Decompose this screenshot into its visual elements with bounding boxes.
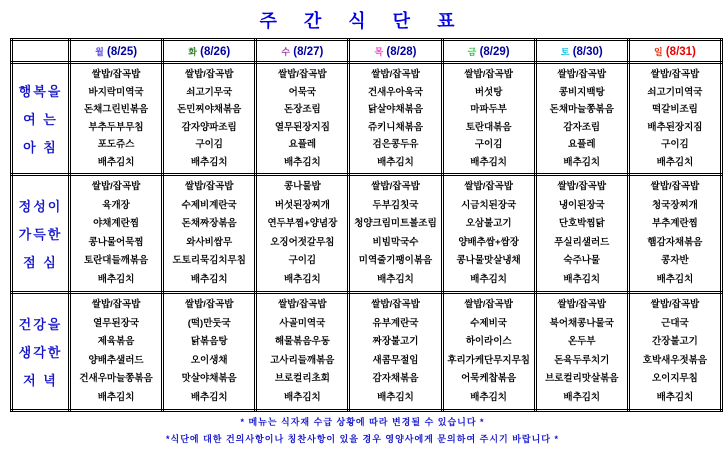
menu-item: 떡갈비조림 [651, 104, 698, 115]
menu-item: 배추김치 [470, 273, 507, 285]
row-label-line: 점 심 [23, 255, 58, 270]
menu-item: 쌀밥/잡곡밥 [557, 299, 607, 310]
menu-item: 쌀밥/잡곡밥 [371, 69, 420, 80]
menu-item: 쇠고기미역국 [647, 86, 703, 98]
day-header-6 [628, 40, 721, 63]
menu-item: 토란대볶음 [465, 121, 512, 133]
day-header-2 [256, 40, 349, 63]
menu-item: 요플레 [288, 139, 317, 150]
menu-item: 쥬키니채볶음 [367, 121, 424, 133]
menu-cell-lunch-day0 [70, 175, 163, 293]
menu-item: 배추김치 [283, 156, 321, 168]
menu-item: 콩나물밥 [283, 181, 321, 192]
menu-item: 배추김치 [97, 273, 135, 285]
page-title: 주 간 식 단 표 [259, 11, 466, 31]
menu-item: 쌀밥/잡곡밥 [184, 181, 234, 192]
menu-item: 근대국 [661, 317, 689, 329]
menu-item: 배추김치 [470, 391, 507, 403]
menu-item: 오징어젓갈무침 [270, 236, 335, 248]
menu-item: 해물볶음우동 [274, 336, 330, 347]
menu-item: 냉이된장국 [558, 199, 605, 211]
menu-item: 배추김치 [190, 156, 228, 168]
menu-item: 간장불고기 [651, 336, 698, 347]
menu-cell-breakfast-day3 [349, 63, 442, 175]
menu-item: 콩나물맛살냉채 [456, 255, 521, 266]
menu-item: 구이김 [661, 139, 689, 150]
menu-item: 구이김 [474, 139, 503, 150]
day-date: (8/27) [293, 45, 324, 58]
menu-item: 토란대들깨볶음 [83, 255, 149, 266]
row-label-line: 여 는 [23, 112, 58, 127]
day-date: (8/28) [386, 45, 417, 58]
day-date: (8/30) [572, 45, 603, 58]
weekly-menu-table [10, 38, 723, 412]
footer-note-menu-change: * 메뉴는 식자재 수급 상황에 따라 변경될 수 있습니다 * [240, 417, 485, 427]
menu-item: 배추김치 [470, 156, 507, 168]
menu-item: 와사비쌈무 [186, 236, 233, 248]
menu-item: 고사리들깨볶음 [270, 354, 335, 366]
menu-item: 숙주나물 [563, 255, 601, 266]
day-name-glyph: 수 [281, 46, 291, 57]
menu-item: 배추김치 [563, 273, 601, 285]
menu-item: 닭살야채볶음 [367, 104, 424, 115]
menu-item: 브로컬리초회 [274, 373, 330, 384]
menu-item: 부추계란찜 [651, 218, 698, 229]
menu-cell-lunch-day3 [349, 175, 442, 293]
menu-cell-lunch-day5 [535, 175, 628, 293]
day-date: (8/31) [665, 45, 696, 58]
day-date: (8/29) [479, 45, 510, 58]
menu-item: 마파두부 [470, 104, 507, 115]
menu-item: 쌀밥/잡곡밥 [464, 181, 513, 192]
menu-item: 육개장 [102, 199, 130, 211]
menu-item: 감자채볶음 [372, 373, 419, 384]
menu-item: 쌀밥/잡곡밥 [184, 299, 234, 310]
menu-cell-lunch-day4 [442, 175, 535, 293]
day-name-glyph: 토 [560, 46, 570, 57]
menu-item: 푸실리샐러드 [554, 236, 610, 248]
menu-item: 양배추쌈+쌈장 [458, 236, 519, 248]
day-date: (8/25) [107, 45, 138, 58]
menu-item: 구이김 [195, 139, 223, 150]
menu-cell-dinner-day1 [163, 293, 256, 411]
menu-cell-lunch-day6 [628, 175, 721, 293]
row-label-line: 정성이 [18, 199, 63, 214]
menu-item: 배추김치 [190, 391, 228, 403]
row-label-dinner [12, 293, 70, 411]
menu-cell-breakfast-day2 [256, 63, 349, 175]
menu-item: 배추김치 [97, 156, 135, 168]
menu-item: 돈채그린빈볶음 [83, 104, 149, 115]
menu-item: 포도쥬스 [97, 139, 135, 150]
menu-item: 쌀밥/잡곡밥 [278, 299, 327, 310]
menu-item: 어묵케찹볶음 [461, 373, 517, 384]
menu-item: 부추두부무침 [88, 121, 144, 133]
menu-item: 건새우아욱국 [367, 86, 424, 98]
menu-item: 양배추샐러드 [88, 354, 144, 366]
menu-item: 연두부찜+양념장 [267, 218, 338, 229]
menu-item: 배추김치 [377, 273, 414, 285]
menu-item: 시금치된장국 [461, 199, 517, 211]
menu-cell-dinner-day0 [70, 293, 163, 411]
footer-note-contact-dietitian: *식단에 대한 건의사항이나 칭찬사항이 있을 경우 영양사에게 문의하여 주시기 바랍니다 * [166, 434, 559, 444]
menu-item: 배추김치 [563, 391, 601, 403]
menu-item: 청양크림미트볼조림 [354, 218, 437, 229]
menu-cell-breakfast-day6 [628, 63, 721, 175]
menu-cell-dinner-day5 [535, 293, 628, 411]
day-date: (8/26) [200, 45, 231, 58]
menu-cell-lunch-day2 [256, 175, 349, 293]
menu-item: 열무된장국 [93, 317, 140, 329]
menu-item: 오삼불고기 [465, 218, 512, 229]
menu-item: 새콤무절임 [372, 354, 419, 366]
menu-item: 돈민찌야채볶음 [177, 104, 242, 115]
menu-cell-breakfast-day5 [535, 63, 628, 175]
menu-item: 쇠고기무국 [186, 86, 233, 98]
menu-item: 북어채콩나물국 [549, 317, 614, 329]
menu-item: 배추김치 [377, 391, 414, 403]
day-name-glyph: 월 [95, 46, 104, 57]
menu-item: 돈육두루치기 [554, 354, 610, 366]
menu-item: 비빔막국수 [372, 236, 419, 248]
menu-item: 쌀밥/잡곡밥 [464, 69, 513, 80]
menu-item: 배추김치 [656, 391, 694, 403]
menu-item: 요플레 [568, 139, 596, 150]
menu-item: 수제비국 [470, 317, 507, 329]
menu-item: (떡)만둣국 [187, 317, 231, 329]
menu-item: 오이생채 [190, 354, 228, 366]
menu-item: 감자조림 [563, 121, 601, 133]
menu-item: 바지락미역국 [88, 86, 144, 98]
menu-item: 배추김치 [283, 273, 321, 285]
meal-row-dinner [12, 293, 722, 411]
menu-item: 쌀밥/잡곡밥 [371, 299, 420, 310]
menu-item: 쌀밥/잡곡밥 [650, 69, 700, 80]
row-label-breakfast [12, 63, 70, 175]
day-name-glyph: 목 [374, 46, 384, 57]
menu-item: 야채계란찜 [93, 218, 140, 229]
day-header-1 [163, 40, 256, 63]
day-header-5 [535, 40, 628, 63]
menu-item: 브로컬리맛살볶음 [545, 373, 619, 384]
menu-item: 감자양파조림 [181, 121, 237, 133]
corner-cell [12, 40, 70, 63]
menu-item: 콩비지백탕 [558, 86, 605, 98]
menu-item: 배추김치 [97, 391, 135, 403]
menu-cell-breakfast-day4 [442, 63, 535, 175]
menu-item: 청국장찌개 [651, 199, 698, 211]
menu-item: 검은콩두유 [372, 139, 419, 150]
menu-item: 쌀밥/잡곡밥 [278, 69, 327, 80]
menu-item: 배추김치 [190, 273, 228, 285]
day-name-glyph: 화 [188, 46, 197, 57]
header-row [12, 40, 722, 63]
menu-item: 배추김치 [283, 391, 321, 403]
menu-item: 단호박찜닭 [558, 218, 605, 229]
footer-notes [0, 415, 725, 445]
menu-item: 제육볶음 [97, 336, 135, 347]
menu-item: 콩나물어묵찜 [88, 236, 144, 248]
menu-item: 맛살야채볶음 [181, 373, 237, 384]
row-label-line: 행복을 [18, 84, 63, 99]
menu-item: 두부김칫국 [372, 199, 419, 211]
menu-item: 배추김치 [563, 156, 601, 168]
menu-cell-breakfast-day0 [70, 63, 163, 175]
menu-item: 짜장불고기 [372, 336, 419, 347]
menu-item: 콩자반 [661, 255, 689, 266]
menu-item: 버섯탕 [474, 86, 503, 98]
menu-item: 후리가케단무지무침 [447, 354, 530, 366]
menu-cell-dinner-day4 [442, 293, 535, 411]
menu-item: 도토리묵김치무침 [172, 255, 246, 266]
menu-item: 미역줄기팽이볶음 [358, 255, 433, 266]
meal-row-lunch [12, 175, 722, 293]
menu-item: 돈장조림 [283, 104, 321, 115]
menu-item: 배추김치 [377, 156, 414, 168]
day-header-0 [70, 40, 163, 63]
menu-cell-dinner-day3 [349, 293, 442, 411]
menu-item: 호박새우젓볶음 [642, 354, 708, 366]
menu-item: 돈채마늘쫑볶음 [549, 104, 614, 115]
day-header-3 [349, 40, 442, 63]
menu-cell-breakfast-day1 [163, 63, 256, 175]
menu-item: 배추김치 [656, 156, 694, 168]
menu-cell-dinner-day2 [256, 293, 349, 411]
menu-item: 버섯된장찌개 [274, 199, 330, 211]
menu-item: 건새우마늘쫑볶음 [79, 373, 153, 384]
menu-item: 쌀밥/잡곡밥 [557, 69, 607, 80]
menu-item: 구이김 [288, 255, 317, 266]
menu-item: 쌀밥/잡곡밥 [464, 299, 513, 310]
menu-item: 배추된장지짐 [647, 121, 703, 133]
meal-row-breakfast [12, 63, 722, 175]
menu-item: 햄감자채볶음 [647, 236, 703, 248]
day-header-4 [442, 40, 535, 63]
row-label-line: 가득한 [18, 227, 63, 242]
row-label-line: 아 침 [23, 140, 58, 155]
menu-cell-dinner-day6 [628, 293, 721, 411]
menu-item: 쌀밥/잡곡밥 [650, 181, 700, 192]
menu-item: 쌀밥/잡곡밥 [91, 69, 141, 80]
row-label-line: 저 녁 [23, 373, 58, 388]
row-label-lunch [12, 175, 70, 293]
row-label-line: 생각한 [18, 345, 63, 360]
row-label-line: 건강을 [18, 317, 63, 332]
menu-item: 배추김치 [656, 273, 694, 285]
day-name-glyph: 금 [467, 46, 477, 57]
menu-cell-lunch-day1 [163, 175, 256, 293]
menu-item: 쌀밥/잡곡밥 [371, 181, 420, 192]
menu-item: 사골미역국 [279, 317, 326, 329]
menu-item: 어묵국 [288, 86, 317, 98]
menu-item: 열무된장지짐 [274, 121, 330, 133]
menu-item: 쌀밥/잡곡밥 [557, 181, 607, 192]
menu-item: 쌀밥/잡곡밥 [650, 299, 700, 310]
menu-item: 쌀밥/잡곡밥 [184, 69, 234, 80]
menu-item: 돈채짜장볶음 [181, 218, 237, 229]
menu-item: 수제비계란국 [181, 199, 237, 211]
menu-item: 닭볶음탕 [190, 336, 228, 347]
menu-item: 하이라이스 [465, 336, 512, 347]
menu-item: 쌀밥/잡곡밥 [91, 299, 141, 310]
menu-item: 온두부 [568, 336, 596, 347]
day-name-glyph: 일 [653, 46, 663, 57]
menu-item: 유부계란국 [372, 317, 419, 329]
menu-item: 쌀밥/잡곡밥 [91, 181, 141, 192]
menu-item: 오이지무침 [651, 373, 698, 384]
